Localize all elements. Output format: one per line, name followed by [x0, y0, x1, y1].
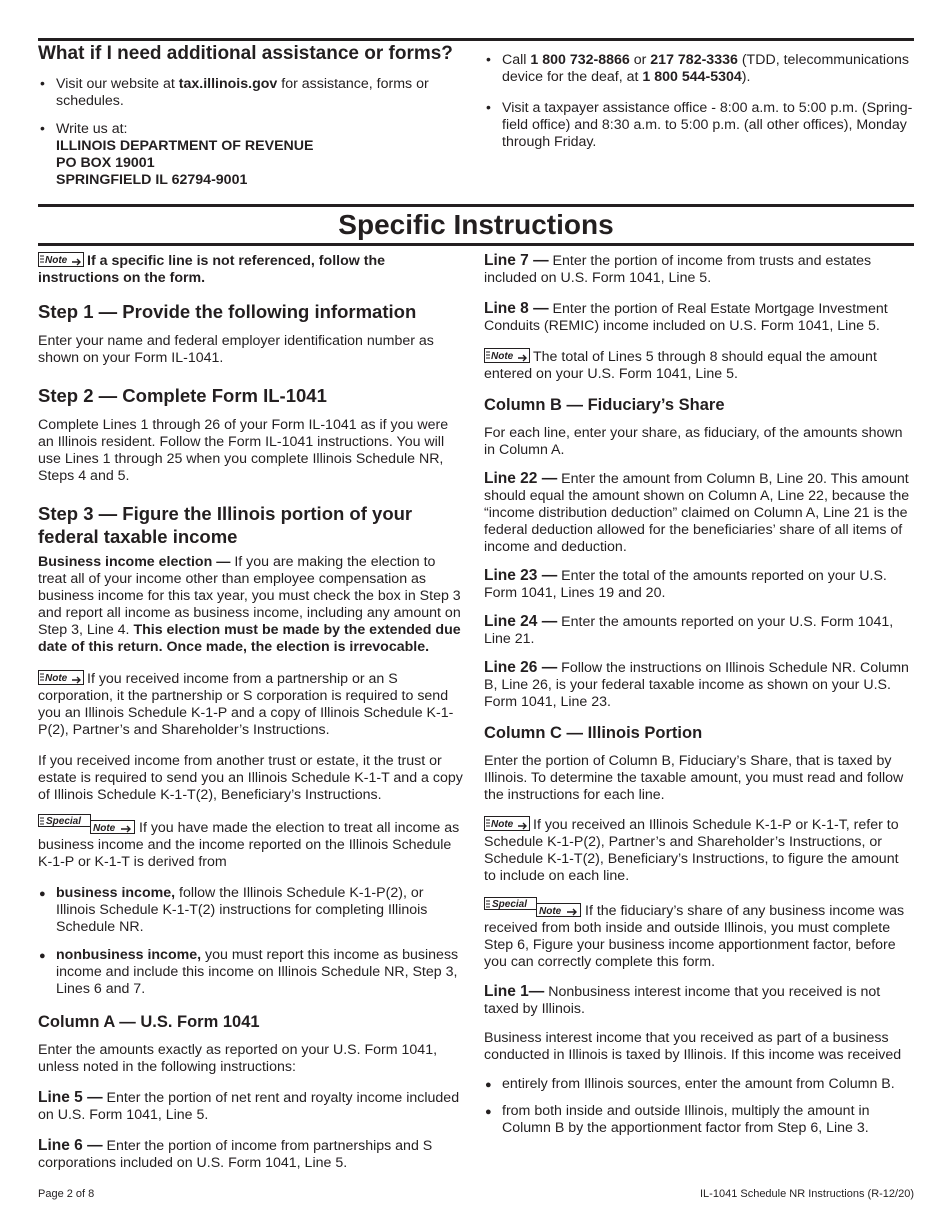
line5-text: Line 5 — Enter the portion of net rent and royalty income included on U.S. Form 1041, Line 5.: [38, 1089, 460, 1123]
partnership-note: Note If you received income from a partnership or an S corporation, it the partnership or S corporation is required to send you an Illinois Schedule K-1-P and a copy of Illinois Schedule K-1-P(2), Partner’s and Shareholder’s Instructions.: [38, 671, 454, 738]
step2-text: Complete Lines 1 through 26 of your Form IL-1041 as if you were an Illinois resident. Follow the Form IL-1041 instructions. You will use Lines 1 through 25 when you complete Illinois Schedule NR, Steps 4 and 5.: [38, 417, 449, 484]
line26-text: Line 26 — Follow the instructions on Illinois Schedule NR. Column B, Line 26, is your federal taxable income as shown on your U.S. Form 1041, Line 23.: [484, 659, 909, 710]
special-note-icon: [484, 897, 582, 917]
call-item: • Call 1 800 732-8866 or 217 782-3336 (TDD, telecommunications device for the deaf, at 1 800 544-5304).: [484, 52, 914, 86]
address-line: PO BOX 19001: [56, 155, 155, 171]
assistance-heading: What if I need additional assistance or forms?: [38, 43, 453, 64]
special-note-icon: [38, 814, 136, 834]
form-id: IL-1041 Schedule NR Instructions (R-12/20): [700, 1188, 914, 1200]
list-item: ● entirely from Illinois sources, enter the amount from Column B.: [484, 1076, 914, 1093]
special-badge-text: Special: [492, 899, 528, 910]
column-a-heading: Column A — U.S. Form 1041: [38, 1013, 260, 1031]
line24-text: Line 24 — Enter the amounts reported on your U.S. Form 1041, Line 21.: [484, 613, 894, 647]
phone-number[interactable]: 1 800 732-8866: [530, 52, 630, 68]
step1-text: Enter your name and federal employer identification number as shown on your Form IL-1041.: [38, 333, 434, 366]
note-icon: [484, 816, 530, 831]
note-icon: [38, 252, 84, 267]
line22-text: Line 22 — Enter the amount from Column B, Line 20. This amount should equal the amount shown on Column A, Line 22, because the “income distribution deduction” claimed on Column A, Line 21 is the federal deduction allowed for the beneficiaries’ share of all items of income and deduction.: [484, 470, 910, 555]
list-item: ● nonbusiness income, you must report this income as business income and include this income on Illinois Schedule NR, Step 3, Lines 6 and 7.: [38, 947, 464, 998]
page-title: Specific Instructions: [338, 209, 614, 240]
assistance-list: [38, 76, 468, 189]
left-column: [38, 252, 464, 1181]
line8-text: Line 8 — Enter the portion of Real Estate Mortgage Investment Conduits (REMIC) income included on U.S. Form 1041, Line 5.: [484, 300, 888, 334]
line1-text: Line 1— Nonbusiness interest income that you received is not taxed by Illinois.: [484, 983, 881, 1017]
note-badge-text: Note: [491, 351, 514, 362]
office-item: • Visit a taxpayer assistance office - 8:00 a.m. to 5:00 p.m. (Spring-field office) and 8:30 a.m. to 5:00 p.m. (all other offices), Monday through Friday.: [484, 100, 914, 151]
note-icon: [38, 670, 84, 685]
column-b-text: For each line, enter your share, as fiduciary, of the amounts shown in Column A.: [484, 425, 903, 458]
column-c-heading: Column C — Illinois Portion: [484, 724, 703, 742]
column-a-text: Enter the amounts exactly as reported on your U.S. Form 1041, unless noted in the following instructions:: [38, 1042, 438, 1075]
note-badge-text: Note: [539, 906, 562, 917]
special-note-2: Special Note If the fiduciary’s share of any business income was received from both inside and outside Illinois, you must complete Step 6, Figure your business income apportionment factor, before you can correctly complete this form.: [484, 899, 905, 970]
list-item: ● business income, follow the Illinois Schedule K-1-P(2), or Illinois Schedule K-1-T(2) instructions for completing Illinois Schedule NR.: [38, 885, 464, 936]
tdd-number[interactable]: 1 800 544-5304: [642, 69, 742, 85]
income-type-list: [38, 885, 464, 998]
line23-text: Line 23 — Enter the total of the amounts reported on your U.S. Form 1041, Lines 19 and 20.: [484, 567, 887, 601]
instruction-page: [38, 0, 914, 1230]
trust-text: If you received income from another trust or estate, it the trust or estate is required to send you an Illinois Schedule K-1-T and a copy of Illinois Schedule K-1-T(2), Beneficiary’s Instructions.: [38, 753, 463, 803]
note-badge-text: Note: [45, 673, 68, 684]
source-list: [484, 1076, 914, 1137]
step3-heading: Step 3 — Figure the Illinois portion of your federal taxable income: [38, 503, 413, 547]
phone-number[interactable]: 217 782-3336: [650, 52, 738, 68]
step2-heading: Step 2 — Complete Form IL-1041: [38, 385, 327, 406]
column-c-text: Enter the portion of Column B, Fiduciary’s Share, that is taxed by Illinois. To determine the taxable amount, you must read and follow the instructions for each line.: [484, 753, 904, 803]
write-item: • Write us at: ILLINOIS DEPARTMENT OF REVENUE PO BOX 19001 SPRINGFIELD IL 62794-9001: [38, 121, 468, 189]
business-income-election: Business income election — If you are making the election to treat all of your income other than employee compensation as business income for this tax year, you must check the box in Step 3 and report all income as business income, including any amount on Step 3, Line 4. This election must be made by the extended due date of this return. Once made, the election is irrevocable.: [38, 554, 461, 655]
business-interest-text: Business interest income that you received as part of a business conducted in Illinois is taxed by Illinois. If this income was received: [484, 1030, 902, 1063]
address-line: ILLINOIS DEPARTMENT OF REVENUE: [56, 138, 314, 154]
line6-text: Line 6 — Enter the portion of income from partnerships and S corporations included on U.S. Form 1041, Line 5.: [38, 1137, 433, 1171]
special-note: Special Note If you have made the election to treat all income as business income and the income reported on the Illinois Schedule K-1-P or K-1-T is derived from: [38, 816, 460, 870]
list-item: ● from both inside and outside Illinois, multiply the amount in Column B by the apportionment factor from Step 6, Line 3.: [484, 1103, 914, 1137]
assistance-left: [38, 42, 468, 200]
intro-note: Note If a specific line is not referenced, follow the instructions on the form.: [38, 253, 386, 286]
special-badge-text: Special: [46, 816, 82, 827]
column-b-heading: Column B — Fiduciary’s Share: [484, 396, 725, 414]
note-badge-text: Note: [45, 255, 68, 266]
line7-text: Line 7 — Enter the portion of income from trusts and estates included on U.S. Form 1041, Line 5.: [484, 252, 872, 286]
top-rule: [38, 38, 914, 41]
note-badge-text: Note: [93, 823, 116, 834]
website-link[interactable]: tax.illinois.gov: [178, 76, 278, 92]
address-line: SPRINGFIELD IL 62794-9001: [56, 172, 248, 188]
right-column: [484, 252, 914, 1148]
note-badge-text: Note: [491, 819, 514, 830]
total-note: Note The total of Lines 5 through 8 should equal the amount entered on your U.S. Form 1041, Line 5.: [484, 349, 877, 382]
website-item: • Visit our website at tax.illinois.gov for assistance, forms or schedules.: [38, 76, 468, 110]
note-icon: [484, 348, 530, 363]
page-number: Page 2 of 8: [38, 1188, 95, 1200]
step1-heading: Step 1 — Provide the following information: [38, 301, 417, 322]
title-rule: [38, 243, 914, 246]
k1-note: Note If you received an Illinois Schedule K-1-P or K-1-T, refer to Schedule K-1-P(2), Partner’s and Shareholder’s Instructions, or Schedule K-1-T(2), Beneficiary’s Instructions, to figure the amount to include on each line.: [484, 817, 899, 884]
contact-list: [484, 52, 914, 151]
assistance-right: [484, 52, 914, 162]
